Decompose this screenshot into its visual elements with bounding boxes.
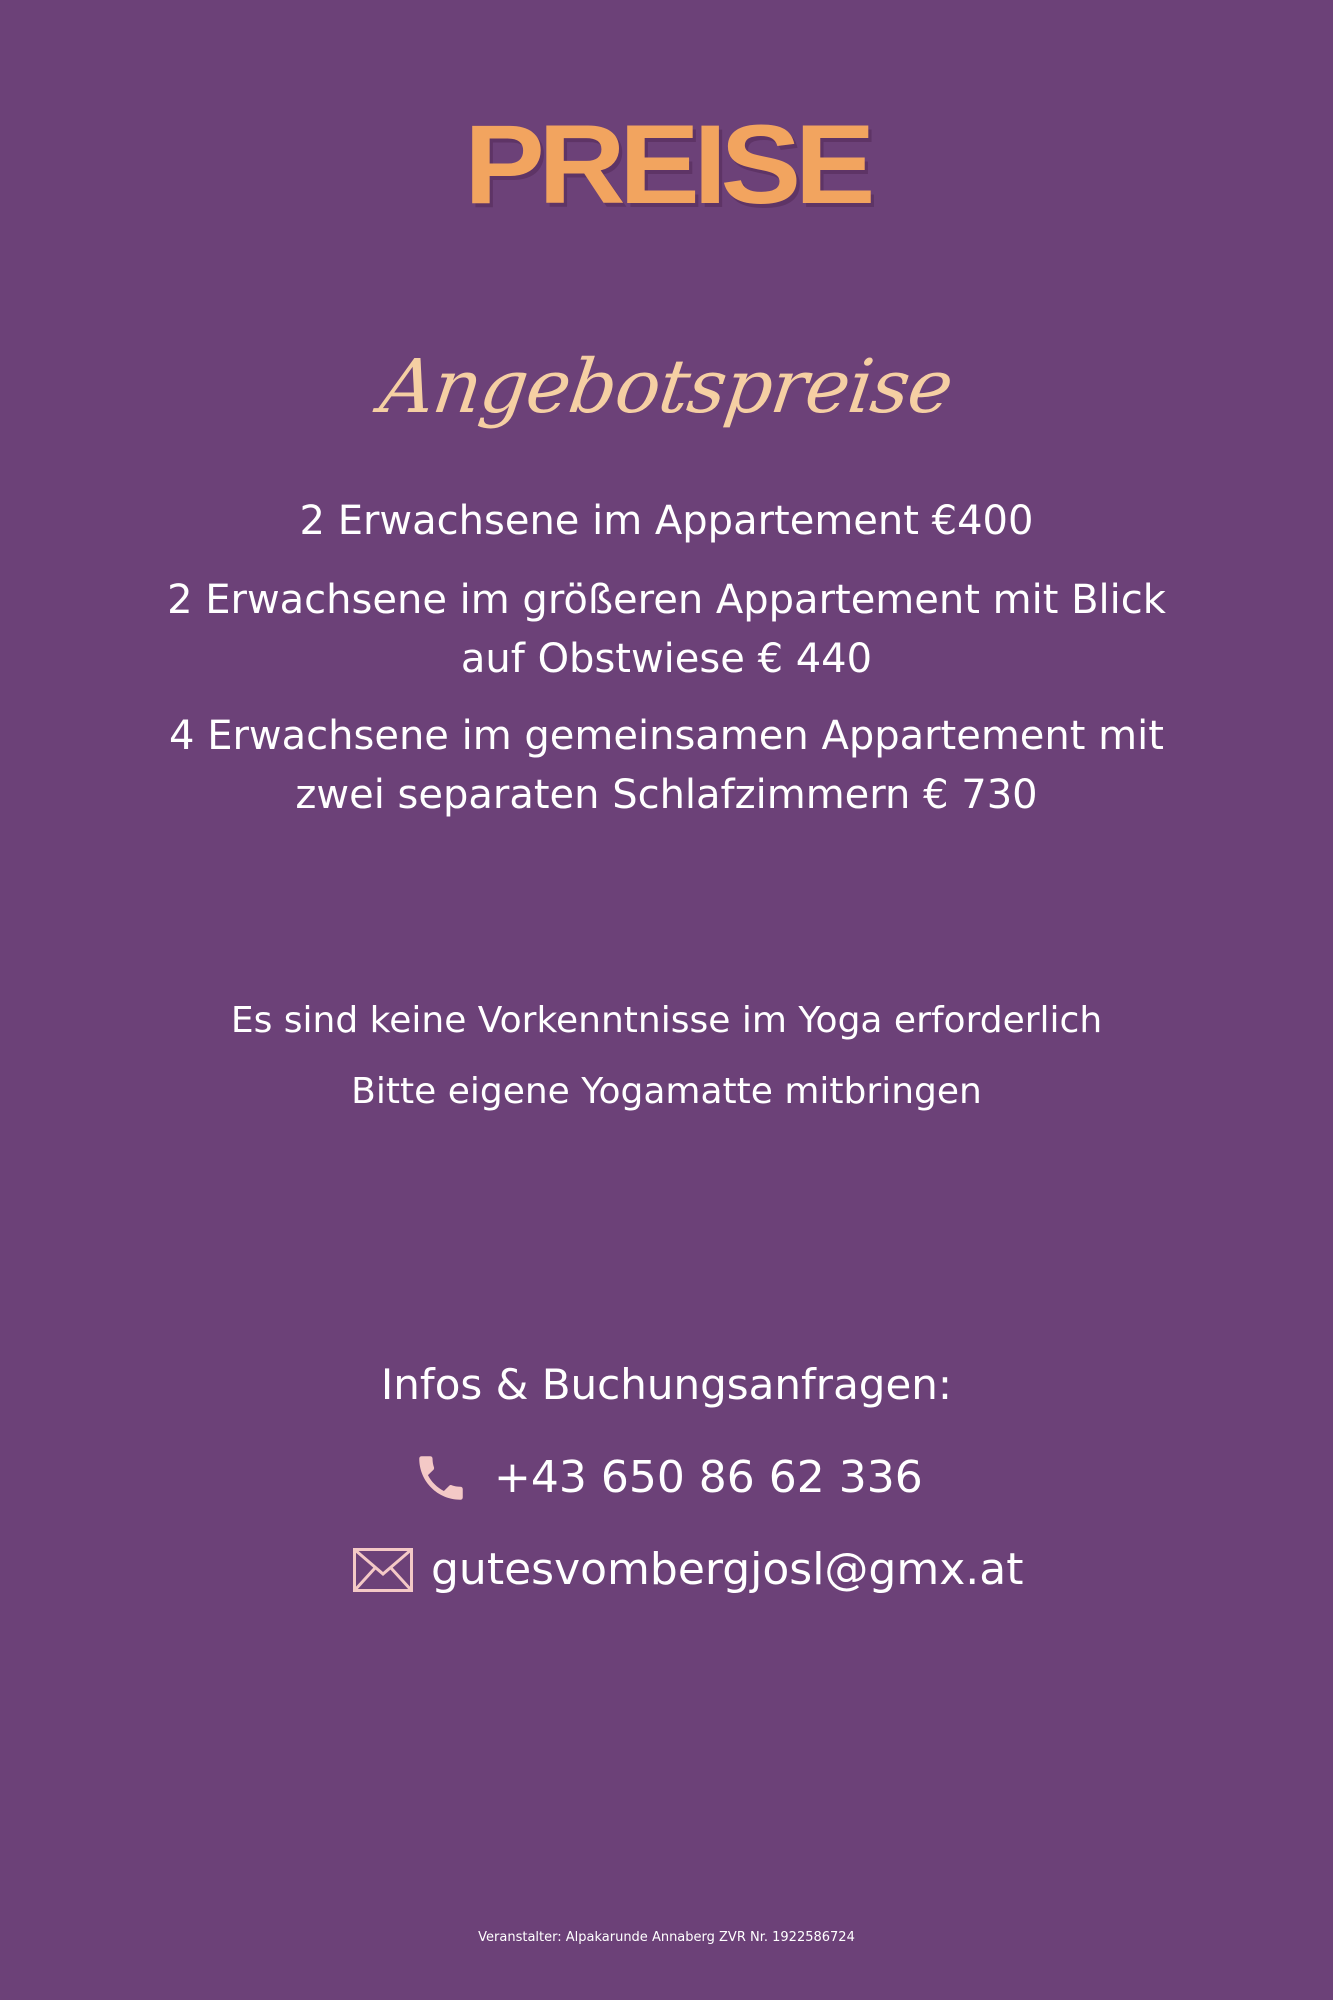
offer-item: 4 Erwachsene im gemeinsamen Appartement mit zwei separaten Schlafzimmern € 730	[169, 713, 1164, 818]
offer-item: 2 Erwachsene im Appartement €400	[299, 498, 1034, 544]
note-text: Es sind keine Vorkenntnisse im Yoga erforderlich	[230, 1000, 1103, 1041]
phone-icon	[412, 1448, 470, 1508]
footer-text: Veranstalter: Alpakarunde Annaberg ZVR Nr. 1922586724	[478, 1930, 855, 1945]
phone-number[interactable]: +43 650 86 62 336	[494, 1452, 923, 1503]
page-subtitle: Angebotspreise	[375, 344, 958, 430]
phone-row[interactable]	[412, 1448, 923, 1508]
email-row[interactable]	[353, 1540, 1023, 1600]
note-text: Bitte eigene Yogamatte mitbringen	[351, 1071, 982, 1112]
email-address[interactable]: gutesvombergjosl@gmx.at	[431, 1544, 1024, 1595]
page-title: PREISE	[464, 102, 869, 227]
contact-heading: Infos & Buchungsanfragen:	[380, 1360, 953, 1409]
envelope-icon	[353, 1540, 413, 1600]
offer-item: 2 Erwachsene im größeren Appartement mit Blick auf Obstwiese € 440	[167, 577, 1166, 682]
